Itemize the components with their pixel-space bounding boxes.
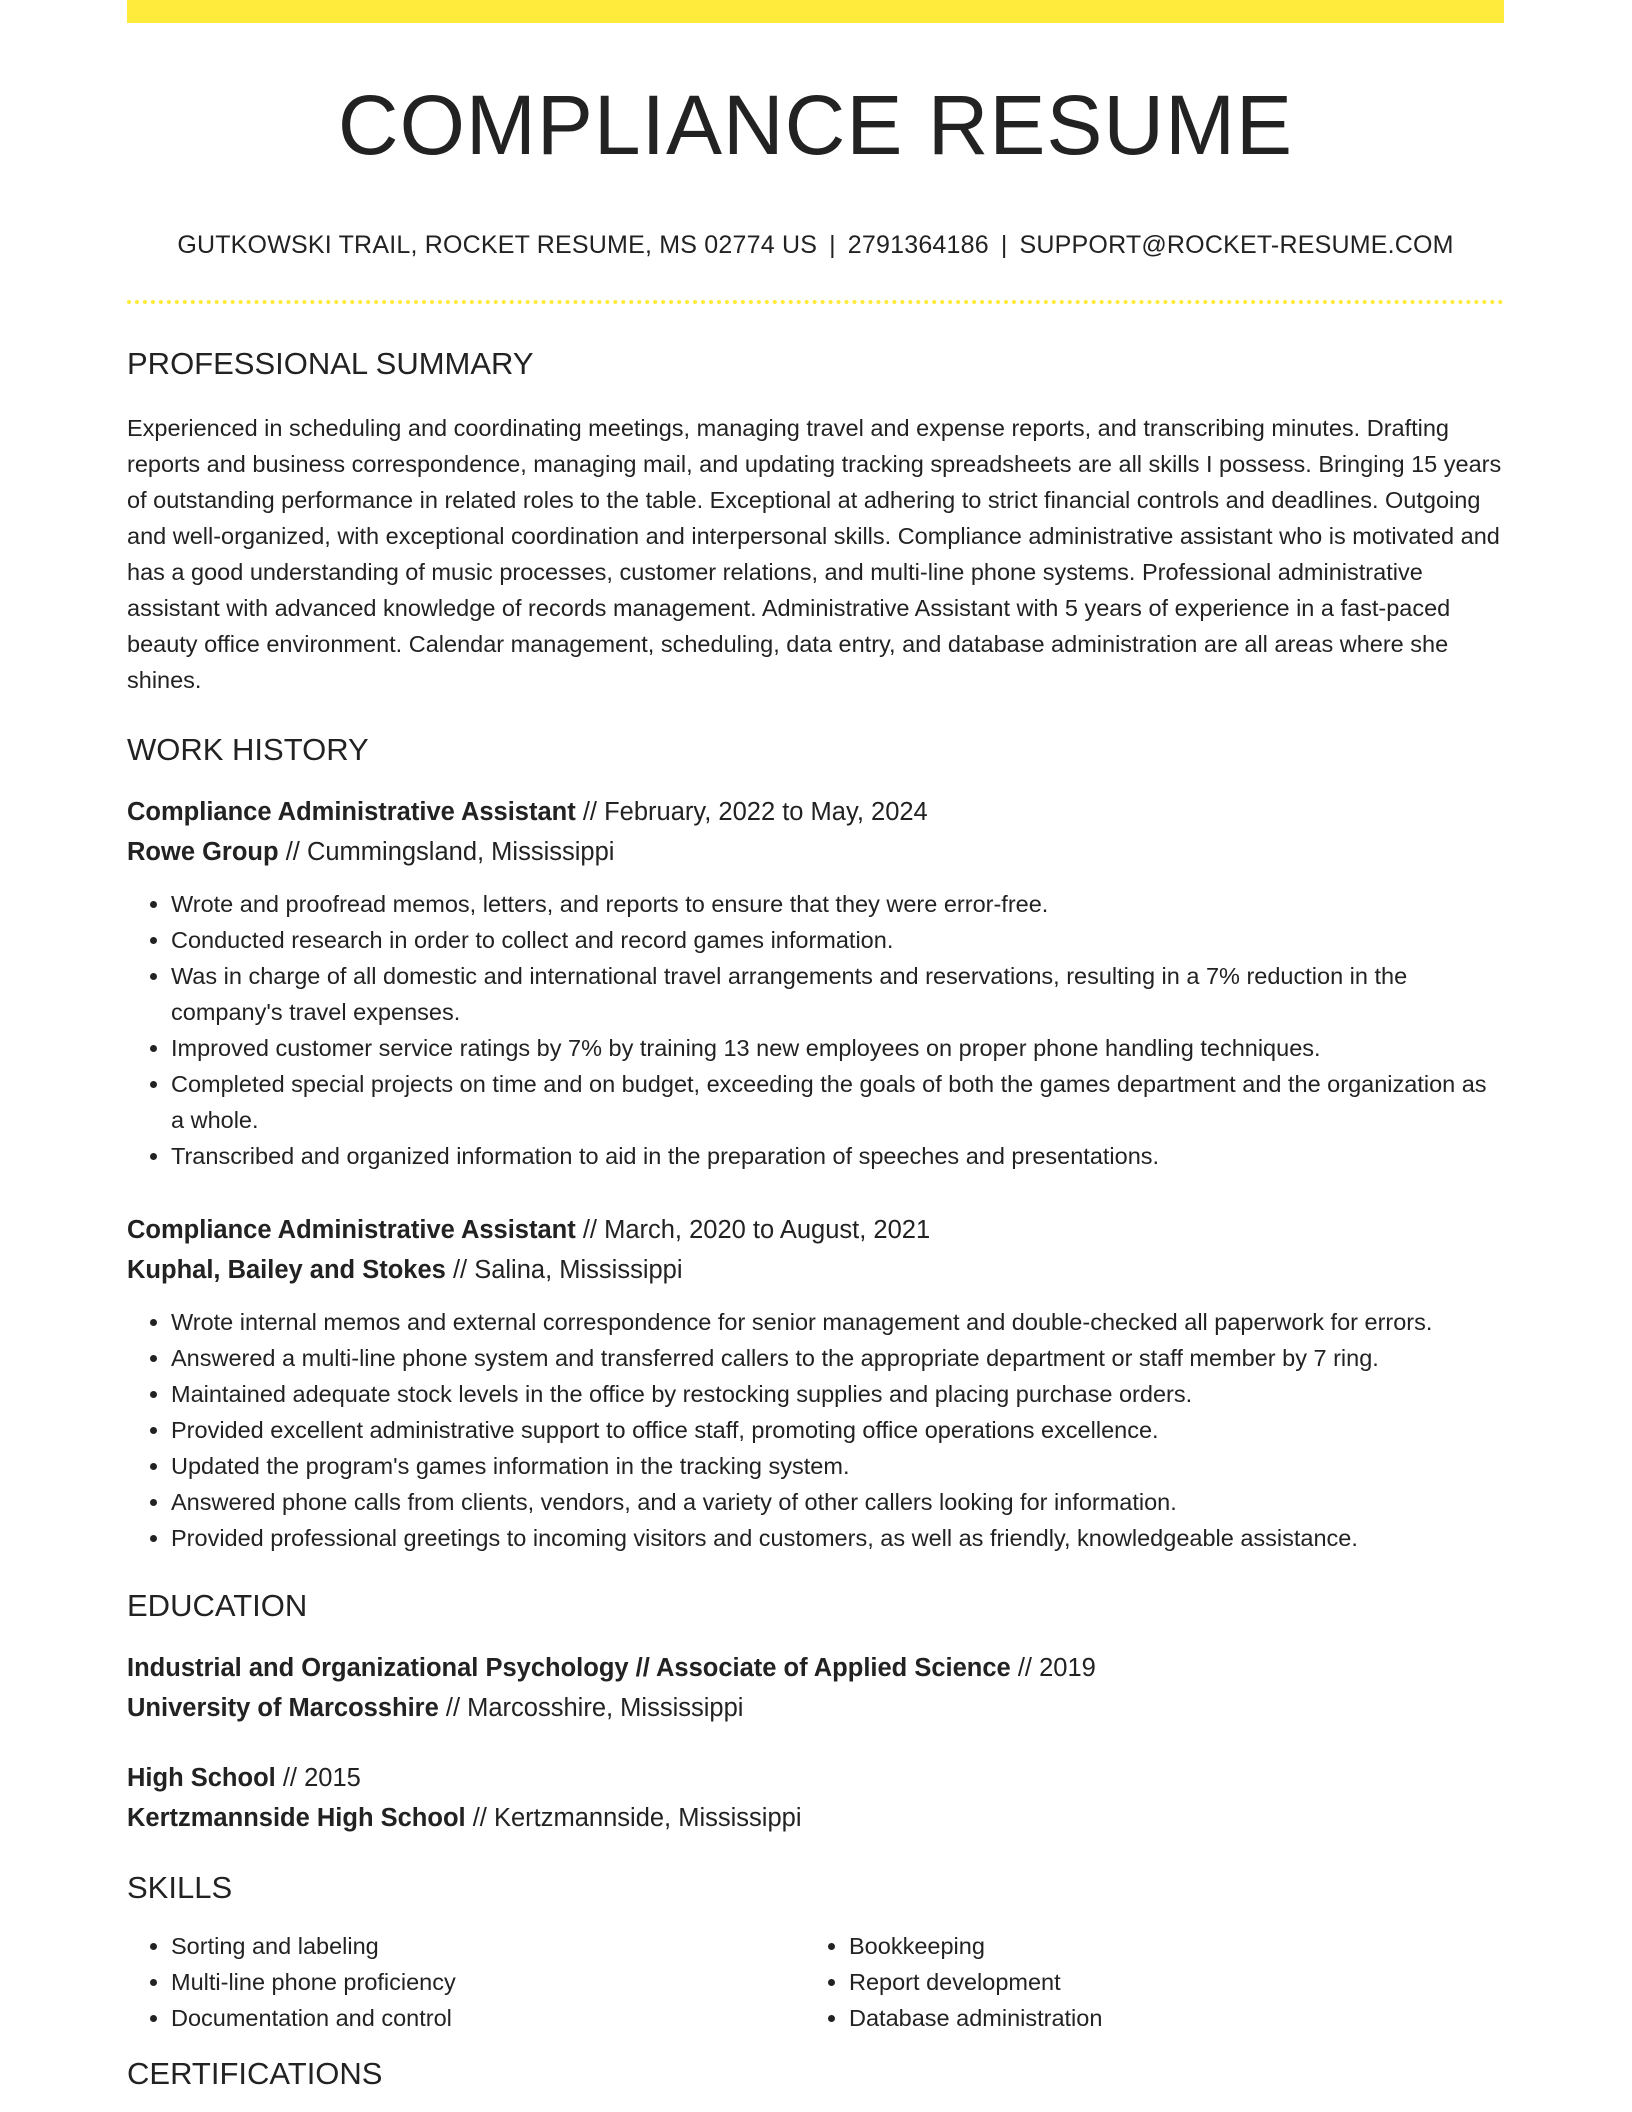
- job-bullet: • Transcribed and organized information to aid in the preparation of speeches and presentations.: [171, 1138, 1504, 1174]
- education-entry: [127, 1758, 1504, 1838]
- job-company: Rowe Group: [127, 838, 279, 866]
- job-bullet: • Maintained adequate stock levels in the office by restocking supplies and placing purchase orders.: [171, 1376, 1504, 1412]
- job-bullet: • Improved customer service ratings by 7% by training 13 new employees on proper phone handling techniques.: [171, 1030, 1504, 1066]
- education-year: // 2015: [282, 1764, 361, 1792]
- skill-item: • Documentation and control: [171, 2000, 805, 2036]
- job-company-line: [127, 832, 1504, 872]
- skill-item: • Bookkeeping: [849, 1928, 1483, 1964]
- skills-column-left: [127, 1928, 805, 2036]
- contact-info: [127, 231, 1504, 260]
- education-degree: Industrial and Organizational Psychology // Associate of Applied Science: [127, 1654, 1011, 1682]
- contact-email: SUPPORT@ROCKET-RESUME.COM: [1019, 231, 1454, 259]
- job-location: // Cummingsland, Mississippi: [285, 838, 615, 866]
- job-bullet: • Completed special projects on time and on budget, exceeding the goals of both the games department and the organization as a whole.: [171, 1066, 1504, 1138]
- education-school-line: [127, 1688, 1504, 1728]
- job-bullet: • Wrote internal memos and external correspondence for senior management and double-checked all paperwork for errors.: [171, 1304, 1504, 1340]
- job-bullet: • Answered phone calls from clients, vendors, and a variety of other callers looking for information.: [171, 1484, 1504, 1520]
- skills-heading: SKILLS: [127, 1870, 233, 1905]
- job-dates: // March, 2020 to August, 2021: [582, 1216, 931, 1244]
- summary-text: Experienced in scheduling and coordinating meetings, managing travel and expense reports, and transcribing minutes. Drafting reports and business correspondence, managing mail, and updating tracking spreadsheets are all skills I possess. Bringing 15 years of outstanding performance in related roles to the table. Exceptional at adhering to strict financial controls and deadlines. Outgoing and well-organized, with exceptional coordination and interpersonal skills. Compliance administrative assistant who is motivated and has a good understanding of music processes, customer relations, and multi-line phone systems. Professional administrative assistant with advanced knowledge of records management. Administrative Assistant with 5 years of experience in a fast-paced beauty office environment. Calendar management, scheduling, data entry, and database administration are all areas where she shines.: [127, 415, 1502, 693]
- job-entry: [127, 792, 1504, 1174]
- job-bullet: • Provided excellent administrative support to office staff, promoting office operations excellence.: [171, 1412, 1504, 1448]
- contact-separator: |: [829, 231, 836, 259]
- education-heading: EDUCATION: [127, 1588, 308, 1623]
- skills-list: [127, 1928, 1504, 2036]
- education-degree: High School: [127, 1764, 276, 1792]
- job-title: Compliance Administrative Assistant: [127, 798, 576, 826]
- skill-item: • Sorting and labeling: [171, 1928, 805, 1964]
- certifications-heading: CERTIFICATIONS: [127, 2056, 383, 2091]
- skill-item: • Multi-line phone proficiency: [171, 1964, 805, 2000]
- education-degree-line: [127, 1648, 1504, 1688]
- education-location: // Kertzmannside, Mississippi: [472, 1804, 802, 1832]
- job-bullets: [127, 1304, 1504, 1556]
- summary-heading: PROFESSIONAL SUMMARY: [127, 346, 534, 381]
- job-bullet: • Provided professional greetings to incoming visitors and customers, as well as friendly, knowledgeable assistance.: [171, 1520, 1504, 1556]
- resume-page: [127, 0, 1504, 2092]
- job-location: // Salina, Mississippi: [452, 1256, 683, 1284]
- job-dates: // February, 2022 to May, 2024: [582, 798, 928, 826]
- job-bullet: • Wrote and proofread memos, letters, and reports to ensure that they were error-free.: [171, 886, 1504, 922]
- job-entry: [127, 1210, 1504, 1556]
- accent-bar: [127, 0, 1504, 23]
- education-school: Kertzmannside High School: [127, 1804, 466, 1832]
- education-year: // 2019: [1017, 1654, 1096, 1682]
- job-bullet: • Conducted research in order to collect and record games information.: [171, 922, 1504, 958]
- contact-phone: 2791364186: [847, 231, 989, 259]
- job-bullets: [127, 886, 1504, 1174]
- skill-item: • Report development: [849, 1964, 1483, 2000]
- job-company: Kuphal, Bailey and Stokes: [127, 1256, 446, 1284]
- job-title: Compliance Administrative Assistant: [127, 1216, 576, 1244]
- section-divider: [127, 300, 1504, 304]
- work-history-heading: WORK HISTORY: [127, 732, 369, 767]
- resume-title: COMPLIANCE RESUME: [337, 78, 1294, 172]
- contact-address: GUTKOWSKI TRAIL, ROCKET RESUME, MS 02774 US: [177, 231, 818, 259]
- education-entry: [127, 1648, 1504, 1728]
- education-school: University of Marcosshire: [127, 1694, 439, 1722]
- skills-column-right: [805, 1928, 1483, 2036]
- job-title-line: [127, 792, 1504, 832]
- job-company-line: [127, 1250, 1504, 1290]
- skill-item: • Database administration: [849, 2000, 1483, 2036]
- contact-separator: |: [1000, 231, 1008, 259]
- job-bullet: • Updated the program's games information in the tracking system.: [171, 1448, 1504, 1484]
- education-location: // Marcosshire, Mississippi: [445, 1694, 744, 1722]
- job-bullet: • Was in charge of all domestic and international travel arrangements and reservations, resulting in a 7% reduction in the company's travel expenses.: [171, 958, 1504, 1030]
- job-title-line: [127, 1210, 1504, 1250]
- job-bullet: • Answered a multi-line phone system and transferred callers to the appropriate department or staff member by 7 ring.: [171, 1340, 1504, 1376]
- education-school-line: [127, 1798, 1504, 1838]
- education-degree-line: [127, 1758, 1504, 1798]
